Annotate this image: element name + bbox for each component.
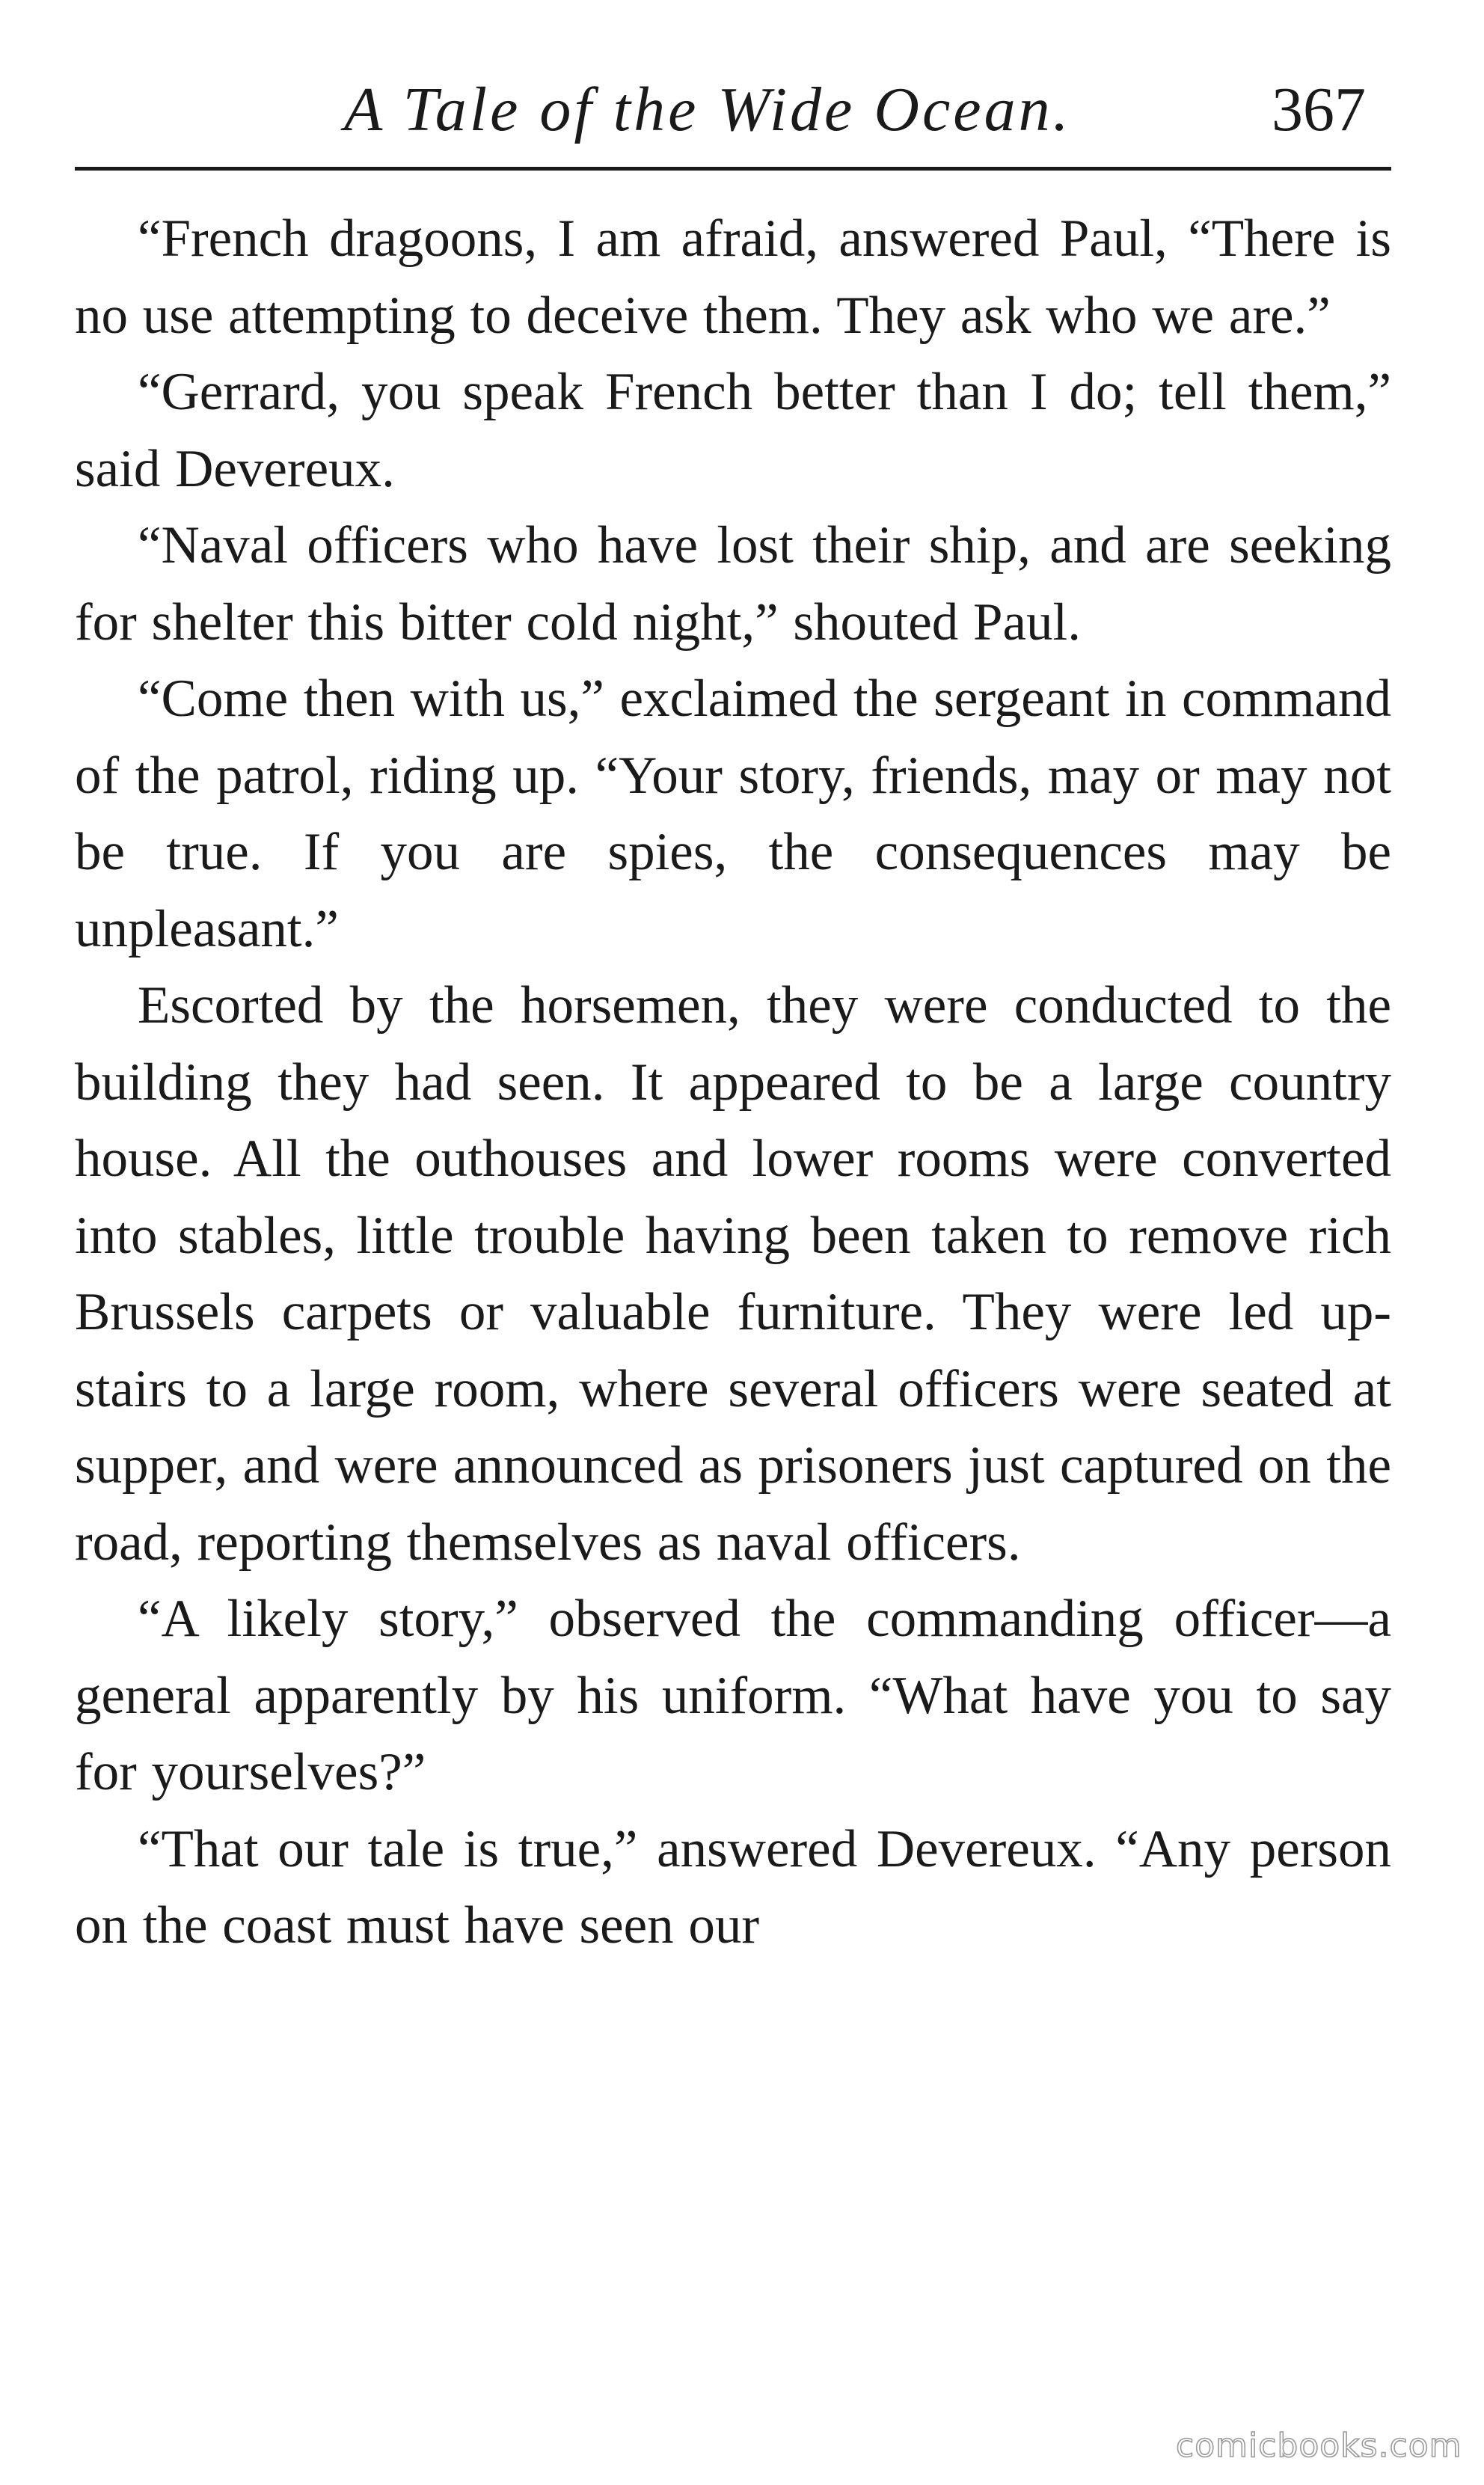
- page-number: 367: [1272, 75, 1366, 144]
- body-text: [75, 200, 1391, 1964]
- paragraph: Escorted by the horsemen, they were conducted to the building they had seen. It appeared to be a large country house. All the outhouses and lower rooms were converted into stables, little trouble having been taken to remove rich Brussels carpets or valuable furniture. They were led up-stairs to a large room, where several officers were seated at supper, and were announced as prisoners just captured on the road, reporting themselves as naval officers.: [75, 976, 1391, 1572]
- page-header: [0, 0, 1484, 150]
- header-rule: [75, 167, 1391, 171]
- paragraph: “A likely story,” observed the commanding officer—a general apparently by his uniform. “What have you to say for yourselves?”: [75, 1590, 1391, 1801]
- paragraph: “Come then with us,” exclaimed the sergeant in command of the patrol, riding up. “Your story, friends, may or may not be true. If you are spies, the consequences may be unpleasant.”: [75, 669, 1391, 958]
- paragraph: “That our tale is true,” answered Devereux. “Any person on the coast must have seen our: [75, 1819, 1391, 1955]
- running-title: A Tale of the Wide Ocean.: [344, 75, 1072, 144]
- paragraph: “Gerrard, you speak French better than I do; tell them,” said Devereux.: [75, 363, 1391, 498]
- paragraph: “French dragoons, I am afraid, answered Paul, “There is no use attempting to deceive them. They ask who we are.”: [75, 209, 1391, 345]
- paragraph: “Naval officers who have lost their ship, and are seeking for shelter this bitter cold night,” shouted Paul.: [75, 516, 1391, 652]
- watermark: comicbooks.com: [1176, 2427, 1462, 2465]
